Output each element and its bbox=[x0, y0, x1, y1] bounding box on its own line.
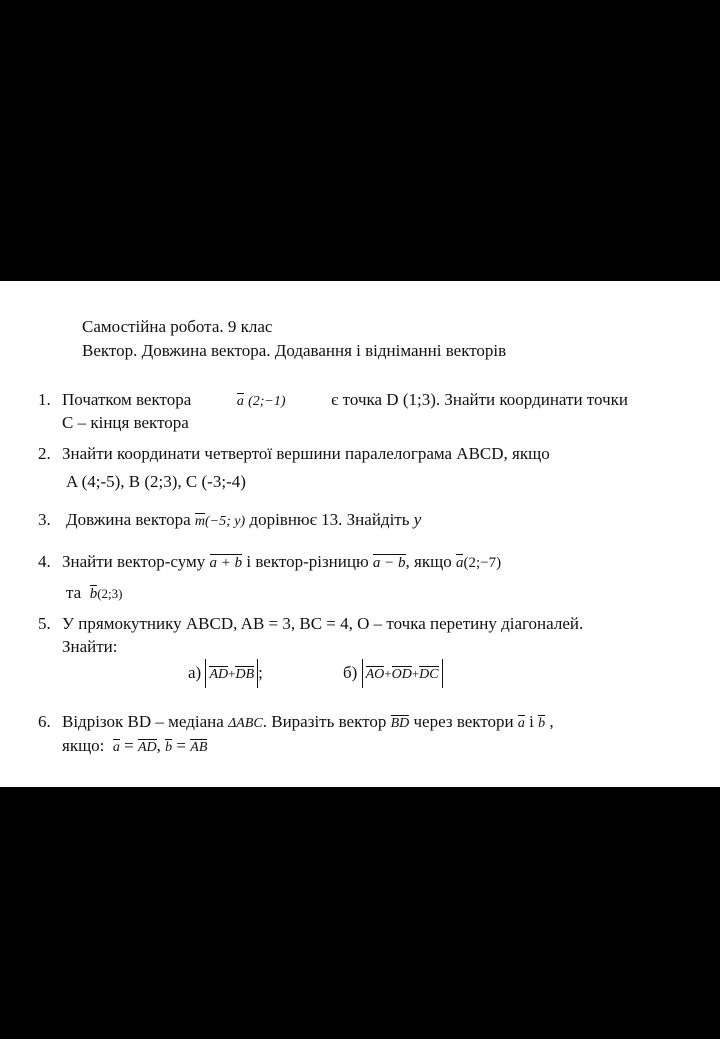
task-3-text-b: дорівнює 13. Знайдіть bbox=[249, 510, 410, 529]
vector-db: DB bbox=[235, 667, 255, 682]
vector-sum: a + b bbox=[209, 555, 243, 571]
vector-dc: DC bbox=[419, 667, 439, 682]
vector-a: a bbox=[455, 555, 464, 571]
task-4-text-d: та bbox=[66, 583, 82, 602]
plus-sign: + bbox=[228, 666, 236, 681]
task-4-text-b: і вектор-різницю bbox=[246, 552, 369, 571]
plus-sign: + bbox=[411, 666, 420, 681]
task-6-text-d: і bbox=[529, 712, 534, 731]
task-6-line-1 bbox=[62, 712, 554, 732]
task-4-number: 4. bbox=[38, 552, 51, 571]
task-5-part-a bbox=[188, 659, 263, 688]
vector-a: a bbox=[517, 716, 525, 731]
vector-a: a bbox=[112, 740, 120, 755]
task-6-line-2 bbox=[62, 736, 207, 756]
task-4-text-c: , якщо bbox=[405, 552, 452, 571]
task-5-number: 5. bbox=[38, 614, 51, 633]
vector-ad: AD bbox=[138, 740, 157, 755]
triangle-abc: ΔABC bbox=[228, 716, 263, 731]
vector-od: OD bbox=[391, 667, 412, 682]
vector-m-coords: (−5; y) bbox=[205, 514, 246, 529]
task-3-line bbox=[66, 510, 421, 530]
vector-ab: AB bbox=[190, 740, 208, 755]
equals-sign: = bbox=[124, 736, 134, 755]
vector-a: a bbox=[236, 394, 244, 409]
task-4-line-1 bbox=[62, 552, 501, 572]
task-1-text-a: Початком вектора bbox=[62, 390, 192, 409]
vector-bd: BD bbox=[390, 716, 410, 731]
task-1-line-2: С – кінця вектора bbox=[62, 413, 189, 432]
task-6-text-b: . Виразіть вектор bbox=[262, 712, 387, 731]
task-4-text-a: Знайти вектор-суму bbox=[62, 552, 206, 571]
task-6-number: 6. bbox=[38, 712, 51, 731]
vector-a-coords: (2;−7) bbox=[463, 555, 502, 571]
task-3-number: 3. bbox=[38, 510, 51, 529]
task-1-number: 1. bbox=[38, 390, 51, 409]
task-6-text-a: Відрізок BD – медіана bbox=[62, 712, 224, 731]
vector-b-coords: (2;3) bbox=[97, 586, 123, 601]
task-2-line-1: Знайти координати четвертої вершини паралелограма ABCD, якщо bbox=[62, 444, 550, 463]
worksheet-title: Самостійна робота. 9 клас bbox=[82, 317, 273, 336]
vector-m: m bbox=[194, 514, 206, 529]
part-a-label: а) bbox=[188, 663, 202, 682]
plus-sign: + bbox=[384, 666, 392, 681]
vector-a-coords: (2;−1) bbox=[248, 394, 286, 409]
task-3-variable: у bbox=[413, 510, 422, 529]
task-2-number: 2. bbox=[38, 444, 51, 463]
part-b-abs-expression bbox=[362, 659, 443, 688]
comma: , bbox=[156, 736, 161, 755]
vector-ao: AO bbox=[365, 667, 385, 682]
vector-b: b bbox=[165, 740, 173, 755]
worksheet-page bbox=[0, 281, 720, 787]
vector-b: b bbox=[538, 716, 546, 731]
task-1-vector bbox=[237, 390, 286, 410]
task-6-text-e: , bbox=[549, 712, 554, 731]
worksheet-topic: Вектор. Довжина вектора. Додавання і відніманні векторів bbox=[82, 341, 507, 360]
task-6-text-f: якщо: bbox=[62, 736, 105, 755]
part-a-abs-expression bbox=[205, 659, 258, 688]
task-5-part-b bbox=[343, 659, 443, 688]
semicolon: ; bbox=[258, 663, 263, 682]
task-1-line-1 bbox=[62, 390, 628, 410]
task-6-text-c: через вектори bbox=[413, 712, 514, 731]
task-4-line-2 bbox=[66, 583, 122, 603]
vector-b: b bbox=[89, 586, 98, 602]
vector-ad: AD bbox=[209, 667, 229, 682]
task-2-line-2: A (4;-5), B (2;3), C (-3;-4) bbox=[66, 472, 246, 491]
task-3-text-a: Довжина вектора bbox=[66, 510, 191, 529]
part-b-label: б) bbox=[343, 663, 358, 682]
task-5-line-1: У прямокутнику ABCD, AB = 3, BC = 4, O – точка перетину діагоналей. bbox=[62, 614, 584, 633]
task-5-line-2: Знайти: bbox=[62, 637, 118, 656]
task-1-text-b: є точка D (1;3). Знайти координати точки bbox=[331, 390, 628, 409]
equals-sign: = bbox=[176, 736, 187, 755]
vector-difference: a − b bbox=[372, 555, 406, 571]
